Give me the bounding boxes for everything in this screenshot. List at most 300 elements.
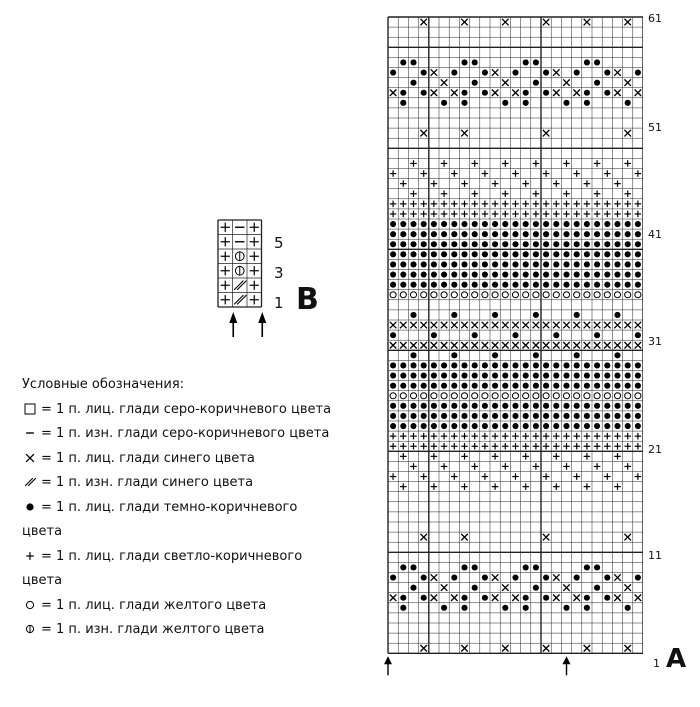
chart-a-cell	[543, 413, 549, 419]
chart-a-cell	[543, 595, 549, 601]
chart-a-cell	[482, 393, 488, 399]
chart-a-cell	[563, 79, 570, 86]
chart-a-cell	[553, 433, 560, 440]
chart-a-cell	[492, 483, 499, 490]
chart-a-cell	[604, 251, 610, 257]
chart-a-cell	[533, 352, 539, 358]
chart-a-cell	[400, 100, 406, 106]
chart-a-cell	[563, 584, 570, 591]
chart-a-cell	[563, 160, 570, 167]
chart-a-cell	[533, 443, 540, 450]
chart-a-cell	[614, 342, 621, 349]
chart-a-start-arrow	[384, 656, 392, 675]
chart-a-cell	[502, 372, 508, 378]
chart-a-cell	[573, 89, 580, 96]
chart-a-cell	[624, 645, 631, 652]
chart-a-cell	[635, 89, 642, 96]
chart-a-cell	[563, 292, 569, 298]
chart-a-cell	[431, 282, 437, 288]
chart-a-cell	[472, 59, 478, 65]
chart-a-cell	[492, 241, 498, 247]
chart-a-cell	[614, 362, 620, 368]
chart-a-cell	[543, 362, 549, 368]
chart-a-cell	[573, 443, 580, 450]
chart-a-cell	[563, 100, 569, 106]
chart-a-cell	[523, 261, 529, 267]
chart-a-cell	[451, 261, 457, 267]
chart-a-cell	[451, 221, 457, 227]
chart-a-cell	[451, 423, 457, 429]
chart-a-cell	[410, 352, 416, 358]
chart-a-cell	[390, 89, 397, 96]
chart-a-cell	[635, 413, 641, 419]
circle-icon	[22, 594, 38, 619]
chart-a-cell	[400, 292, 406, 298]
chart-a-cell	[553, 413, 559, 419]
chart-a-cell	[574, 403, 580, 409]
chart-a-cell	[574, 312, 580, 318]
chart-a-cell	[400, 251, 406, 257]
chart-a-cell	[502, 261, 508, 267]
chart-b-cell	[235, 266, 244, 276]
chart-a-cell	[584, 90, 590, 96]
chart-a-cell	[502, 160, 509, 167]
chart-a-cell	[543, 211, 550, 218]
chart-a-cell	[482, 251, 488, 257]
chart-a-cell	[584, 362, 590, 368]
chart-a-cell	[553, 231, 559, 237]
chart-a-cell	[492, 271, 498, 277]
chart-a-cell	[614, 251, 620, 257]
chart-a-cell	[471, 463, 478, 470]
chart-a-cell	[543, 534, 550, 541]
chart-a-cell	[594, 433, 601, 440]
chart-a-cell	[594, 211, 601, 218]
chart-a-cell	[614, 594, 621, 601]
chart-a-cell	[635, 231, 641, 237]
chart-a-cell	[420, 342, 427, 349]
chart-a-cell	[614, 312, 620, 318]
chart-b-start-arrow	[229, 312, 237, 337]
chart-a-cell	[574, 251, 580, 257]
chart-a-cell	[441, 403, 447, 409]
chart-a-cell	[635, 332, 641, 338]
chart-a-cell	[584, 221, 590, 227]
chart-a-cell	[635, 170, 642, 177]
chart-a-cell	[441, 261, 447, 267]
chart-a-cell	[461, 282, 467, 288]
chart-a-cell	[390, 201, 397, 208]
chart-a-cell	[431, 433, 438, 440]
chart-a-cell	[604, 170, 611, 177]
chart-a-cell	[584, 453, 591, 460]
chart-a-cell	[543, 221, 549, 227]
chart-a-cell	[482, 372, 488, 378]
chart-a-cell	[461, 605, 467, 611]
chart-a-cell	[584, 231, 590, 237]
chart-b-letter: B	[296, 282, 319, 317]
chart-a-cell	[635, 574, 641, 580]
chart-a-cell	[574, 221, 580, 227]
chart-a-cell	[625, 605, 631, 611]
legend-item-text: = 1 п. изн. глади желтого цвета	[41, 622, 265, 637]
chart-a-cell	[451, 251, 457, 257]
chart-a-cell	[604, 282, 610, 288]
chart-a-cell	[584, 483, 591, 490]
chart-a-cell	[451, 170, 458, 177]
legend-item-text: = 1 п. лиц. глади светло-коричневого цвета	[22, 548, 303, 588]
chart-a-cell	[410, 372, 416, 378]
chart-a-cell	[604, 433, 611, 440]
legend-item	[22, 422, 332, 447]
chart-a-cell	[492, 362, 498, 368]
chart-a-cell	[512, 322, 519, 329]
chart-a-cell	[523, 403, 529, 409]
chart-a-cell	[431, 231, 437, 237]
chart-a-cell	[625, 423, 631, 429]
chart-a-cell	[492, 251, 498, 257]
chart-a-cell	[563, 231, 569, 237]
chart-a-cell	[431, 403, 437, 409]
chart-a-cell	[492, 443, 499, 450]
chart-a-cell	[482, 271, 488, 277]
chart-a-cell	[492, 180, 499, 187]
chart-a-cell	[512, 362, 518, 368]
chart-a-cell	[400, 221, 406, 227]
chart-a-cell	[553, 261, 559, 267]
chart-a-cell	[635, 443, 642, 450]
chart-a-cell	[522, 322, 529, 329]
chart-a-cell	[441, 443, 448, 450]
chart-a-cell	[533, 342, 540, 349]
chart-a-cell	[522, 211, 529, 218]
plus-icon	[22, 545, 38, 570]
chart-a-cell	[594, 59, 600, 65]
chart-a-cell	[390, 443, 397, 450]
chart-a-cell	[625, 241, 631, 247]
chart-a-cell	[471, 322, 478, 329]
chart-a-cell	[594, 282, 600, 288]
chart-a-cell	[563, 413, 569, 419]
chart-a-cell	[431, 574, 438, 581]
chart-a-cell	[635, 211, 642, 218]
chart-a-cell	[604, 362, 610, 368]
chart-a-cell	[523, 564, 529, 570]
chart-a-cell	[512, 423, 518, 429]
chart-a-cell	[451, 473, 458, 480]
chart-a-cell	[523, 372, 529, 378]
chart-a-cell	[624, 190, 631, 197]
chart-a-cell	[543, 241, 549, 247]
chart-a-cell	[614, 433, 621, 440]
chart-a-cell	[400, 362, 406, 368]
chart-a-cell	[533, 463, 540, 470]
chart-a-cell	[624, 443, 631, 450]
chart-a-cell	[451, 69, 457, 75]
chart-a-cell	[461, 271, 467, 277]
chart-a-cell	[512, 271, 518, 277]
chart-a-cell	[614, 271, 620, 277]
chart-a-cell	[625, 282, 631, 288]
chart-a-cell	[635, 393, 641, 399]
chart-a-cell	[492, 383, 498, 389]
chart-a-cell	[522, 443, 529, 450]
chart-a-cell	[400, 59, 406, 65]
chart-a-cell	[584, 605, 590, 611]
chart-a-cell	[604, 393, 610, 399]
chart-a-cell	[410, 190, 417, 197]
chart-a-cell	[604, 292, 610, 298]
chart-a-cell	[512, 372, 518, 378]
chart-b-grid	[212, 218, 274, 348]
chart-a-cell	[492, 312, 498, 318]
chart-a-cell	[635, 423, 641, 429]
chart-a-cell	[461, 443, 468, 450]
chart-a-cell	[584, 241, 590, 247]
chart-a-cell	[635, 282, 641, 288]
chart-a-cell	[614, 403, 620, 409]
chart-a-cell	[584, 393, 590, 399]
chart-a-cell	[400, 231, 406, 237]
chart-a-cell	[410, 80, 416, 86]
chart-a-cell	[543, 383, 549, 389]
chart-a-cell	[451, 231, 457, 237]
chart-a-cell	[553, 201, 560, 208]
chart-a-cell	[543, 231, 549, 237]
chart-a-cell	[421, 413, 427, 419]
chart-a-cell	[400, 433, 407, 440]
chart-a-cell	[420, 130, 427, 137]
chart-a-cell	[574, 282, 580, 288]
legend-item-text: = 1 п. лиц. глади желтого цвета	[41, 597, 267, 613]
chart-a-cell	[451, 312, 457, 318]
chart-a-cell	[390, 241, 396, 247]
chart-a-cell	[400, 483, 407, 490]
chart-a-cell	[420, 443, 427, 450]
chart-a-cell	[625, 372, 631, 378]
chart-a-cell	[421, 393, 427, 399]
chart-a-cell	[492, 574, 499, 581]
chart-a-cell	[410, 413, 416, 419]
chart-a-cell	[594, 231, 600, 237]
chart-a-cell	[604, 261, 610, 267]
chart-a-cell	[390, 221, 396, 227]
chart-a-cell	[502, 211, 509, 218]
row-label-31: 31	[648, 335, 662, 348]
chart-a-cell	[512, 211, 519, 218]
chart-a-cell	[563, 342, 570, 349]
chart-b-cell	[221, 295, 230, 304]
chart-a-cell	[390, 332, 396, 338]
chart-a-cell	[604, 595, 610, 601]
chart-a-cell	[584, 201, 591, 208]
chart-a-cell	[533, 413, 539, 419]
chart-a-cell	[624, 19, 631, 26]
chart-a-cell	[543, 271, 549, 277]
chart-a-cell	[533, 261, 539, 267]
chart-a-cell	[624, 79, 631, 86]
chart-a-cell	[400, 241, 406, 247]
chart-a-cell	[574, 352, 580, 358]
chart-a-cell	[543, 69, 549, 75]
chart-a-cell	[594, 292, 600, 298]
chart-a-cell	[472, 261, 478, 267]
chart-a-cell	[512, 282, 518, 288]
chart-a-cell	[512, 443, 519, 450]
chart-a-cell	[624, 433, 631, 440]
chart-a-cell	[420, 211, 427, 218]
chart-a-cell	[451, 241, 457, 247]
chart-a-cell	[451, 594, 458, 601]
chart-a-cell	[543, 443, 550, 450]
chart-a-cell	[584, 251, 590, 257]
chart-a-cell	[573, 201, 580, 208]
slashes-icon	[22, 471, 38, 496]
chart-b-cell	[221, 281, 230, 290]
chart-a-cell	[584, 261, 590, 267]
chart-a-cell	[482, 443, 489, 450]
chart-a-cell	[390, 322, 397, 329]
chart-a-cell	[584, 271, 590, 277]
chart-a-cell	[553, 342, 560, 349]
row-label-51: 51	[648, 121, 662, 134]
chart-a-cell	[410, 383, 416, 389]
chart-a-cell	[614, 352, 620, 358]
chart-a-cell	[594, 403, 600, 409]
chart-a-cell	[482, 261, 488, 267]
chart-a-cell	[461, 362, 467, 368]
chart-a-cell	[604, 221, 610, 227]
chart-a-cell	[594, 261, 600, 267]
chart-a-cell	[410, 211, 417, 218]
chart-a-cell	[522, 483, 529, 490]
chart-a-cell	[563, 443, 570, 450]
x-icon	[22, 447, 38, 472]
chart-a-cell	[492, 372, 498, 378]
chart-a-cell	[543, 130, 550, 137]
chart-a-cell	[492, 201, 499, 208]
chart-a-cell	[584, 564, 590, 570]
chart-a-cell	[523, 241, 529, 247]
chart-a-cell	[421, 362, 427, 368]
chart-a-cell	[420, 534, 427, 541]
chart-a-cell	[523, 282, 529, 288]
chart-a-cell	[584, 645, 591, 652]
chart-a-cell	[482, 342, 489, 349]
chart-a-cell	[421, 90, 427, 96]
chart-a-cell	[502, 271, 508, 277]
chart-a-cell	[410, 241, 416, 247]
chart-a-cell	[502, 605, 508, 611]
chart-a-cell	[553, 211, 560, 218]
chart-a-cell	[604, 271, 610, 277]
chart-a-cell	[584, 413, 590, 419]
chart-a-cell	[543, 170, 550, 177]
chart-a-cell	[420, 473, 427, 480]
chart-a-cell	[410, 312, 416, 318]
chart-a-cell	[625, 393, 631, 399]
chart-a-cell	[533, 231, 539, 237]
chart-a-cell	[441, 292, 447, 298]
chart-a-cell	[502, 584, 509, 591]
chart-a-cell	[472, 282, 478, 288]
chart-a-cell	[553, 403, 559, 409]
chart-a-cell	[451, 211, 458, 218]
chart-a-cell	[625, 251, 631, 257]
chart-a-cell	[431, 271, 437, 277]
chart-a-cell	[421, 372, 427, 378]
chart-a-cell	[512, 241, 518, 247]
chart-a-cell	[451, 393, 457, 399]
chart-a-cell	[492, 342, 499, 349]
chart-a-cell	[400, 180, 407, 187]
chart-a-cell	[472, 231, 478, 237]
chart-a-cell	[410, 423, 416, 429]
chart-a-cell	[441, 393, 447, 399]
chart-b-cell	[221, 237, 230, 246]
chart-a-cell	[543, 201, 550, 208]
chart-a-cell	[523, 251, 529, 257]
chart-a-cell	[482, 211, 489, 218]
chart-a-cell	[584, 211, 591, 218]
empty-icon	[22, 398, 38, 423]
chart-a-cell	[482, 90, 488, 96]
chart-a-cell	[635, 69, 641, 75]
chart-a-cell	[451, 292, 457, 298]
chart-a-cell	[461, 90, 467, 96]
chart-a-cell	[461, 453, 468, 460]
chart-a-cell	[523, 595, 529, 601]
chart-a-cell	[522, 433, 529, 440]
chart-a-cell	[635, 271, 641, 277]
chart-a-cell	[533, 241, 539, 247]
circle-slash-icon	[22, 618, 38, 643]
chart-a-cell	[533, 362, 539, 368]
chart-a-cell	[563, 221, 569, 227]
chart-a-cell	[604, 231, 610, 237]
chart-a-cell	[451, 413, 457, 419]
chart-b-cell	[250, 281, 259, 290]
chart-a-cell	[492, 211, 499, 218]
chart-a-cell	[431, 372, 437, 378]
chart-a-cell	[614, 292, 620, 298]
chart-a-cell	[461, 483, 468, 490]
chart-a-cell	[482, 231, 488, 237]
chart-a-cell	[604, 69, 610, 75]
chart-a-cell	[563, 433, 570, 440]
chart-a-cell	[543, 282, 549, 288]
chart-a-cell	[604, 201, 611, 208]
chart-a-cell	[625, 403, 631, 409]
chart-a-cell	[594, 463, 601, 470]
chart-a-cell	[461, 342, 468, 349]
chart-a-cell	[614, 241, 620, 247]
chart-b-row-label-3: 3	[274, 264, 284, 282]
legend-item	[22, 398, 332, 423]
chart-a-cell	[502, 282, 508, 288]
chart-a-cell	[410, 443, 417, 450]
chart-a-cell	[635, 221, 641, 227]
chart-a-cell	[553, 292, 559, 298]
legend	[22, 373, 332, 643]
chart-a-cell	[635, 261, 641, 267]
chart-a-cell	[625, 383, 631, 389]
chart-a-cell	[512, 89, 519, 96]
chart-a-cell	[523, 423, 529, 429]
chart-a-cell	[410, 463, 417, 470]
chart-a-cell	[614, 574, 621, 581]
chart-a-cell	[431, 221, 437, 227]
